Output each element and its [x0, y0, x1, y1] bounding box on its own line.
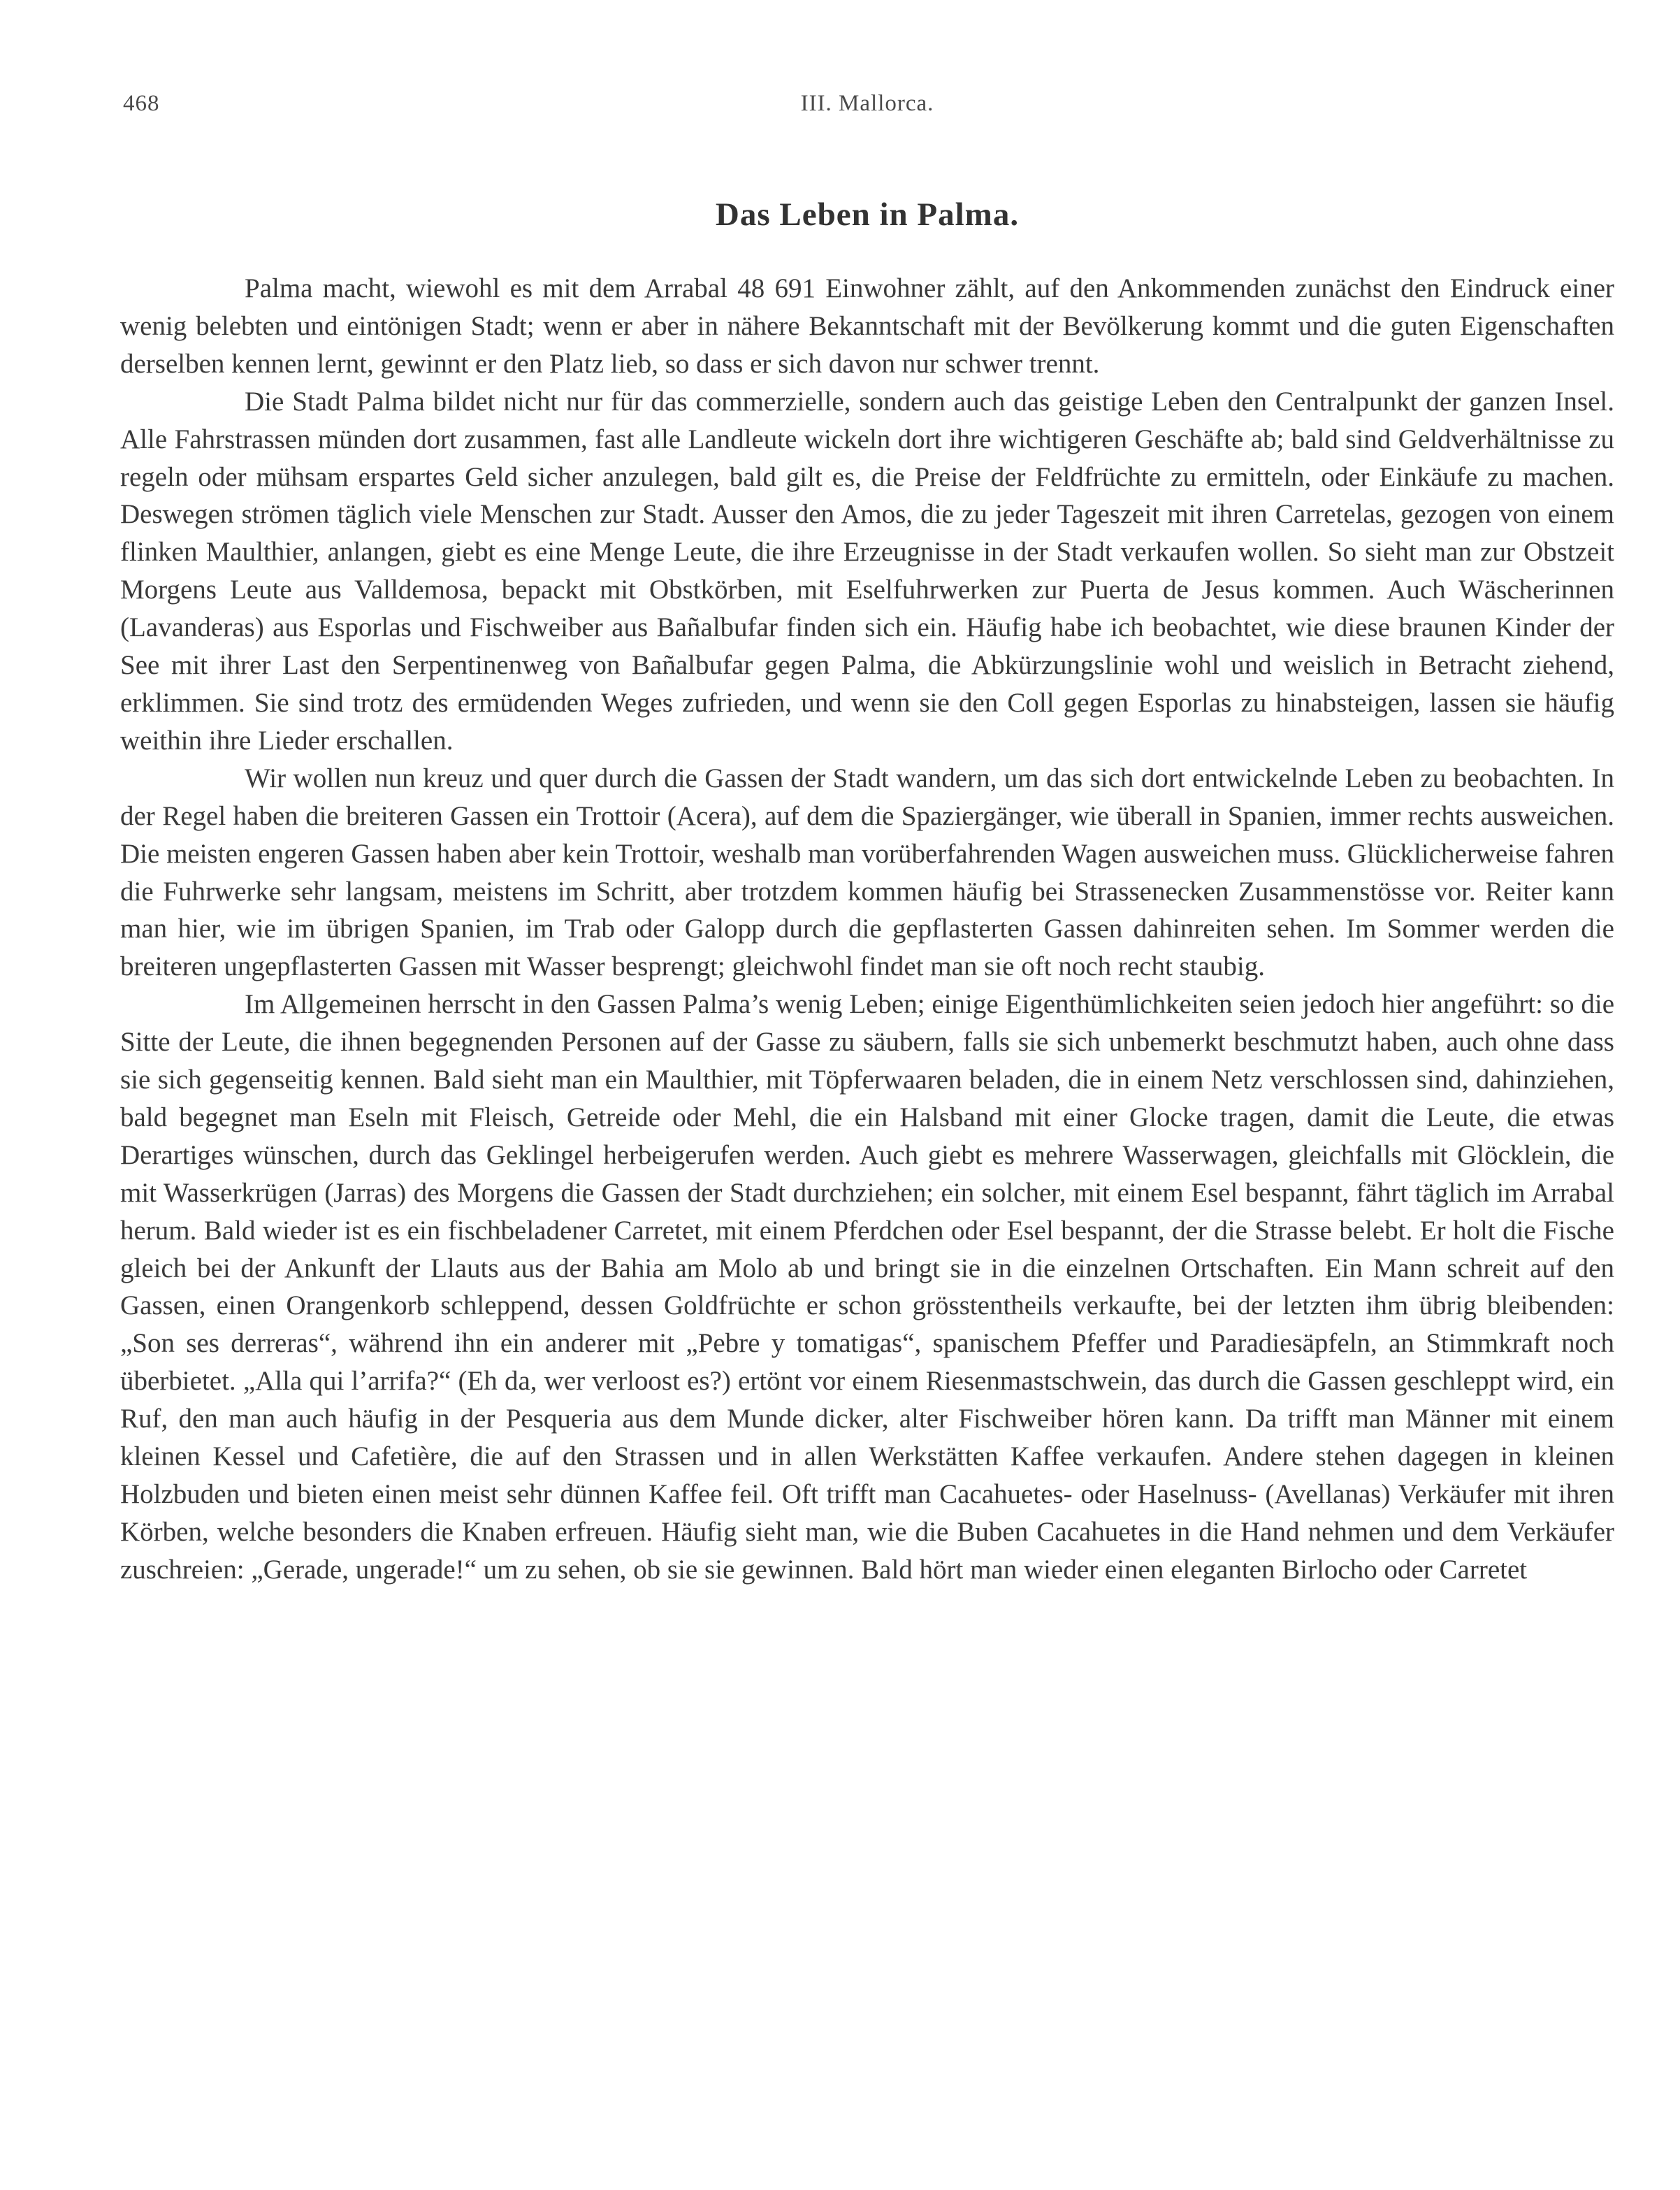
paragraph: Palma macht, wiewohl es mit dem Arrabal 48 691 Einwohner zählt, auf den Ankommenden zunächst den Eindruck einer wenig belebten und eintönigen Stadt; wenn er aber in nähere Bekanntschaft mit der Bevölkerung kommt und die guten Eigenschaften derselben kennen lernt, gewinnt er den Platz lieb, so dass er sich davon nur schwer trennt.: [120, 273, 1614, 379]
section-heading: Das Leben in Palma.: [715, 196, 1020, 233]
paragraph: Im Allgemeinen herrscht in den Gassen Palma’s wenig Leben; einige Eigenthümlichkeiten seien jedoch hier angeführt: so die Sitte der Leute, die ihnen begegnenden Personen auf der Gasse zu säubern, falls sie sich unbemerkt beschmutzt haben, auch ohne dass sie sich gegenseitig kennen. Bald sieht man ein Maulthier, mit Töpferwaaren beladen, die in einem Netz verschlossen sind, dahinziehen, bald begegnet man Eseln mit Fleisch, Getreide oder Mehl, die ein Halsband mit einer Glocke tragen, damit die Leute, die etwas Derartiges wünschen, durch das Geklingel herbeigerufen werden. Auch giebt es mehrere Wasserwagen, gleichfalls mit Glöcklein, die mit Wasserkrügen (Jarras) des Morgens die Gassen der Stadt durchziehen; ein solcher, mit einem Esel bespannt, fährt täglich im Arrabal herum. Bald wieder ist es ein fischbeladener Carretet, mit einem Pferdchen oder Esel bespannt, der die Strasse belebt. Er holt die Fische gleich bei der Ankunft der Llauts aus der Bahia am Molo ab und bringt sie in die einzelnen Ortschaften. Ein Mann schreit auf den Gassen, einen Orangenkorb schleppend, dessen Goldfrüchte er schon grösstentheils verkaufte, bei der letzten ihm übrig bleibenden: „Son ses derreras“, während ihn ein anderer mit „Pebre y tomatigas“, spanischem Pfeffer und Paradiesäpfeln, an Stimmkraft noch überbietet. „Alla qui l’arrifa?“ (Eh da, wer verloost es?) ertönt vor einem Riesenmastschwein, das durch die Gassen geschleppt wird, ein Ruf, den man auch häufig in der Pesqueria aus dem Munde dicker, alter Fischweiber hören kann. Da trifft man Männer mit einem kleinen Kessel und Cafetière, die auf den Strassen und in allen Werkstätten Kaffee verkaufen. Andere stehen dagegen in kleinen Holzbuden und bieten einen meist sehr dünnen Kaffee feil. Oft trifft man Cacahuetes- oder Haselnuss- (Avellanas) Verkäufer mit ihren Körben, welche besonders die Knaben erfreuen. Häufig sieht man, wie die Buben Cacahuetes in die Hand nehmen und dem Verkäufer zuschreien: „Gerade, ungerade!“ um zu sehen, ob sie sie gewinnen. Bald hört man wieder einen eleganten Birlocho oder Carretet: [120, 989, 1614, 1585]
body-text: [120, 270, 1614, 1589]
page-number: 468: [123, 91, 160, 116]
paragraph: Die Stadt Palma bildet nicht nur für das commerzielle, sondern auch das geistige Leben den Centralpunkt der ganzen Insel. Alle Fahrstrassen münden dort zusammen, fast alle Landleute wickeln dort ihre wichtigeren Geschäfte ab; bald sind Geldverhältnisse zu regeln oder mühsam erspartes Geld sicher anzulegen, bald gilt es, die Preise der Feldfrüchte zu ermitteln, oder Einkäufe zu machen. Deswegen strömen täglich viele Menschen zur Stadt. Ausser den Amos, die zu jeder Tageszeit mit ihren Carretelas, gezogen von einem flinken Maulthier, anlangen, giebt es eine Menge Leute, die ihre Erzeugnisse in der Stadt verkaufen wollen. So sieht man zur Obstzeit Morgens Leute aus Valldemosa, bepackt mit Obstkörben, mit Eselfuhrwerken zur Puerta de Jesus kommen. Auch Wäscherinnen (Lavanderas) aus Esporlas und Fischweiber aus Bañalbufar finden sich ein. Häufig habe ich beobachtet, wie diese braunen Kinder der See mit ihrer Last den Serpentinenweg von Bañalbufar gegen Palma, die Abkürzungslinie wohl und weislich in Betracht ziehend, erklimmen. Sie sind trotz des ermüdenden Weges zufrieden, und wenn sie den Coll gegen Esporlas zu hinabsteigen, lassen sie häufig weithin ihre Lieder erschallen.: [120, 386, 1614, 756]
running-title: III. Mallorca.: [800, 91, 934, 116]
running-head: [123, 91, 1612, 133]
paragraph: Wir wollen nun kreuz und quer durch die Gassen der Stadt wandern, um das sich dort entwickelnde Leben zu beobachten. In der Regel haben die breiteren Gassen ein Trottoir (Acera), auf dem die Spaziergänger, wie überall in Spanien, immer rechts ausweichen. Die meisten engeren Gassen haben aber kein Trottoir, weshalb man vorüberfahrenden Wagen ausweichen muss. Glücklicherweise fahren die Fuhrwerke sehr langsam, meistens im Schritt, aber trotzdem kommen häufig bei Strassenecken Zusammenstösse vor. Reiter kann man hier, wie im übrigen Spanien, im Trab oder Galopp durch die gepflasterten Gassen dahinreiten sehen. Im Sommer werden die breiteren ungepflasterten Gassen mit Wasser besprengt; gleichwohl findet man sie oft noch recht staubig.: [120, 763, 1614, 982]
